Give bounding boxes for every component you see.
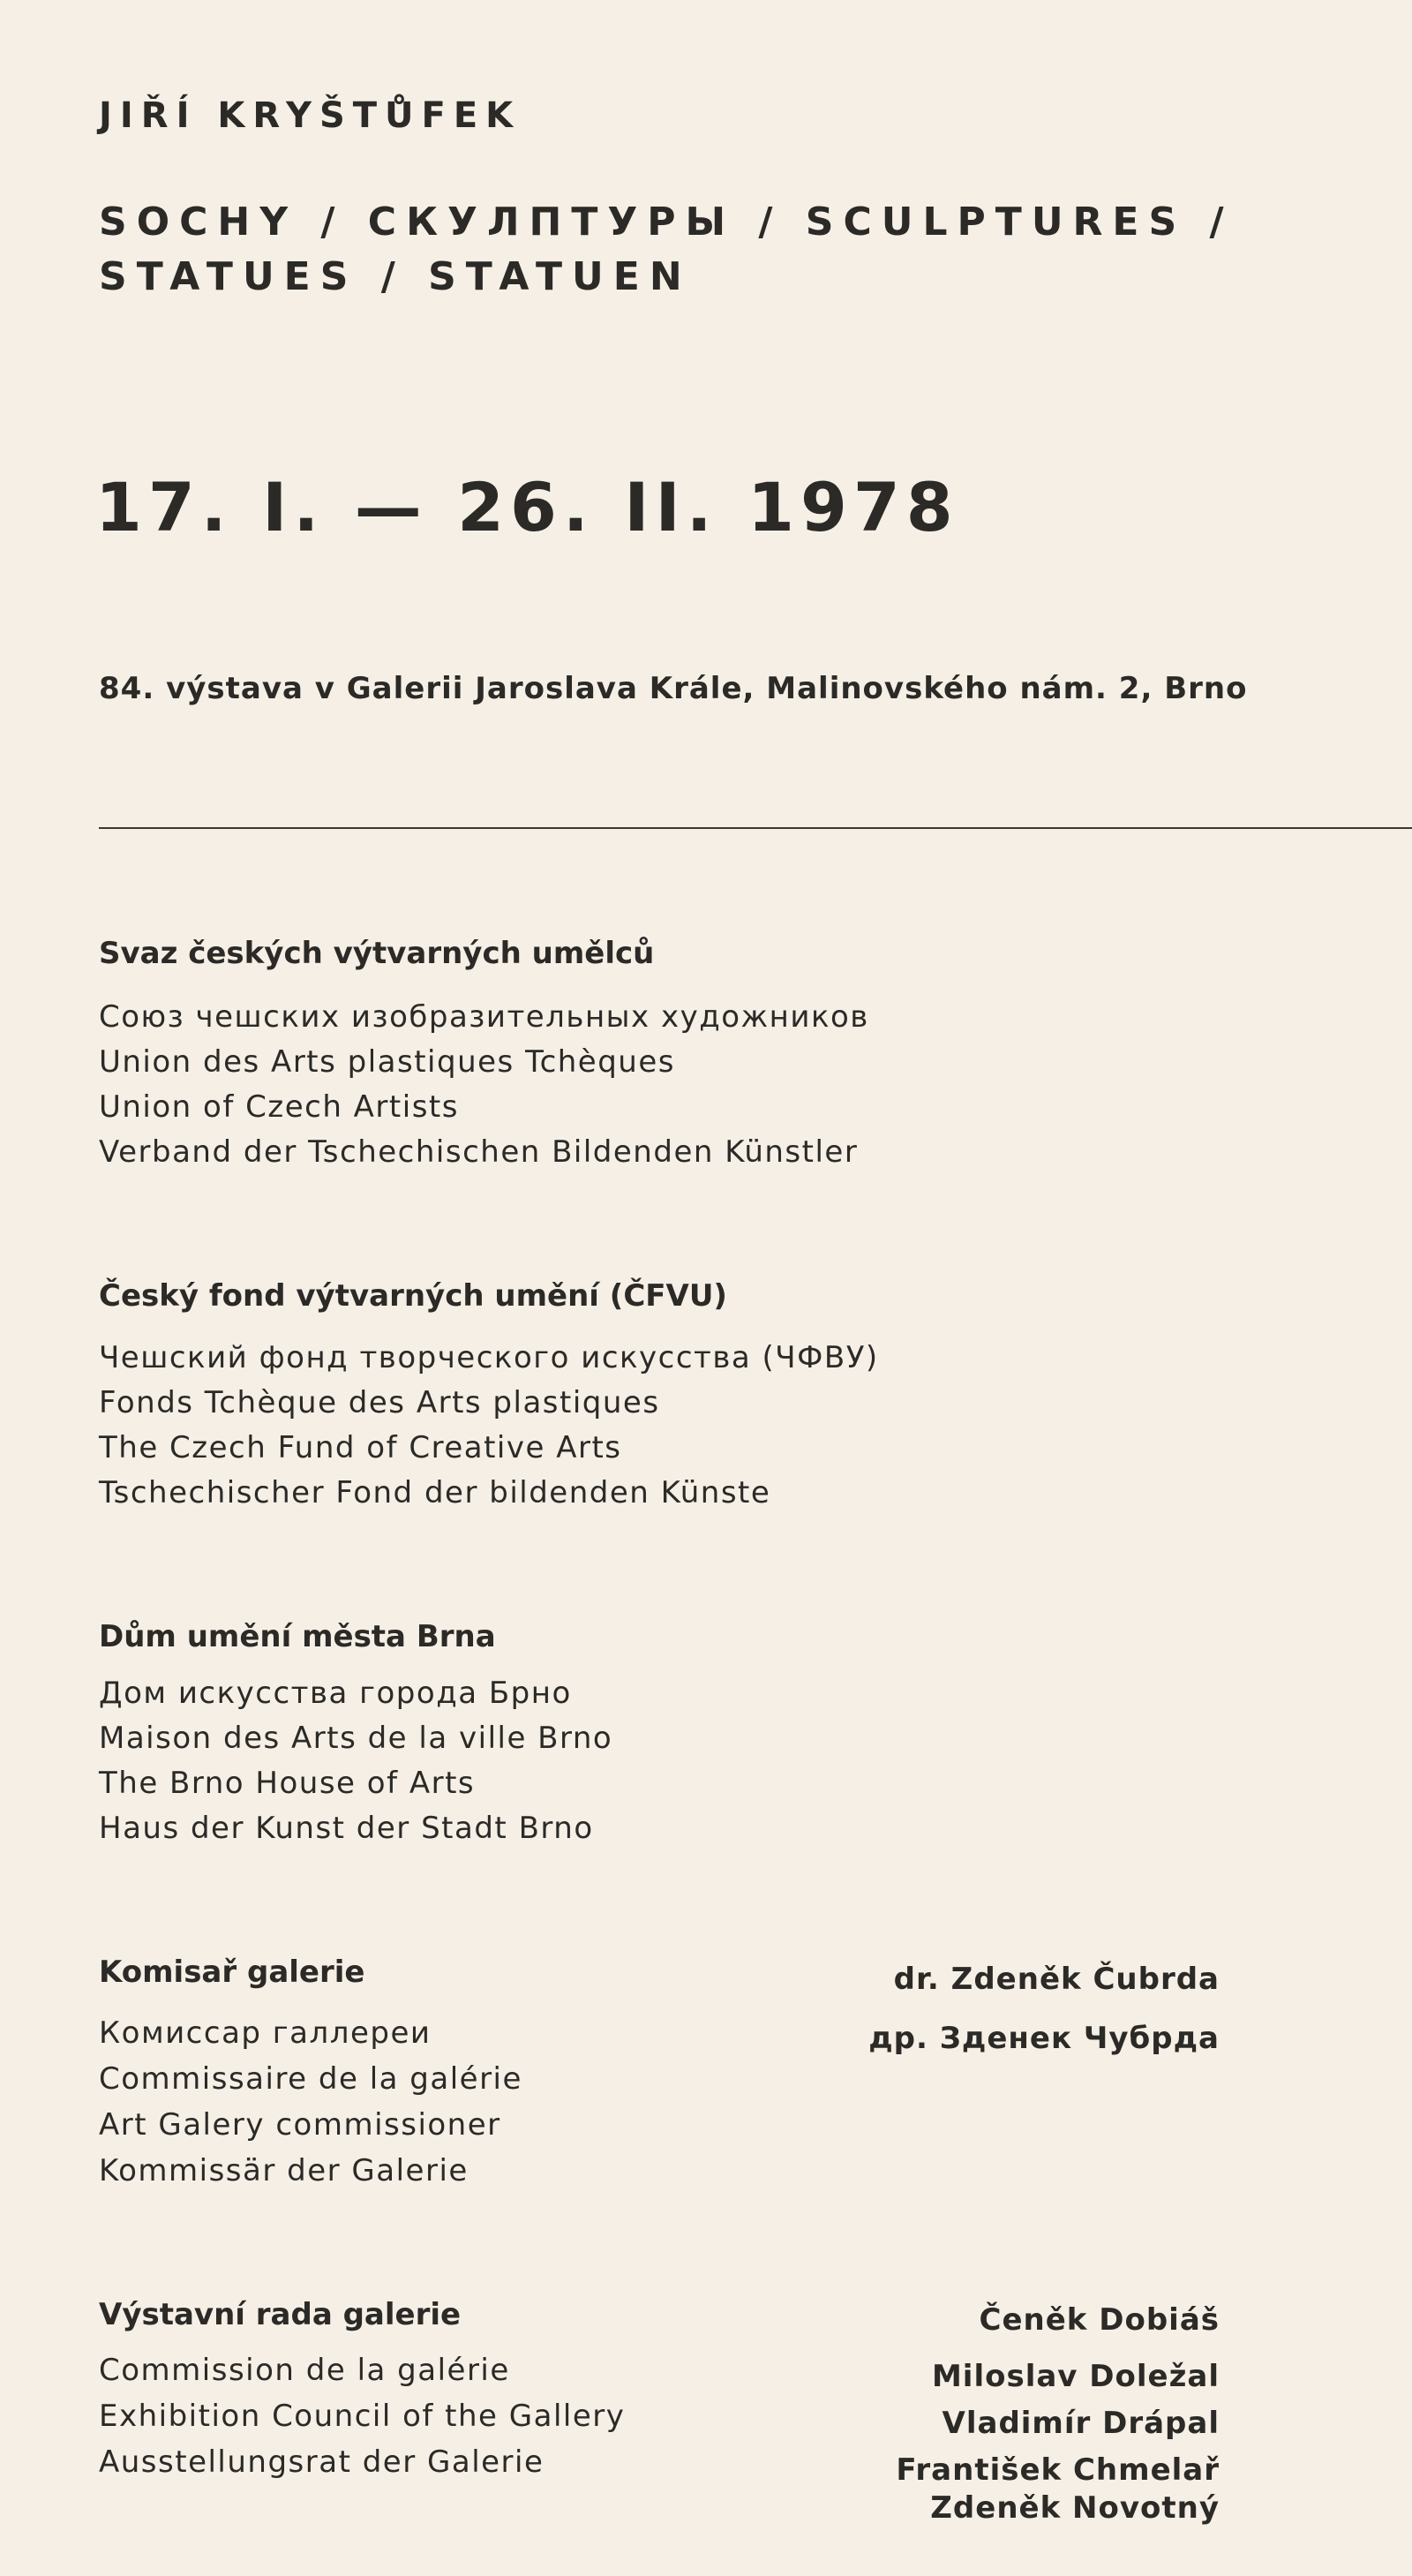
council-member-name: Miloslav Doležal bbox=[931, 2359, 1220, 2394]
section-line: Commission de la galérie bbox=[99, 2353, 510, 2388]
exhibition-title-line-2: STATUES / STATUEN bbox=[99, 254, 692, 299]
section-heading: Výstavní rada galerie bbox=[99, 2297, 462, 2332]
section-line: Kommissär der Galerie bbox=[99, 2153, 469, 2188]
section-line: Exhibition Council of the Gallery bbox=[99, 2399, 626, 2434]
section-heading: Svaz českých výtvarných umělců bbox=[99, 936, 655, 971]
section-line: Art Galery commissioner bbox=[99, 2107, 501, 2143]
section-heading: Komisař galerie bbox=[99, 1955, 365, 1990]
council-member-name: František Chmelař bbox=[896, 2452, 1220, 2488]
council-member-name: Čeněk Dobiáš bbox=[979, 2302, 1220, 2338]
section-heading: Český fond výtvarných umění (ČFVU) bbox=[99, 1278, 727, 1314]
venue-line: 84. výstava v Galerii Jaroslava Krále, Malinovského nám. 2, Brno bbox=[99, 671, 1248, 706]
section-line: Ausstellungsrat der Galerie bbox=[99, 2444, 545, 2480]
section-line: Комиссар галлереи bbox=[99, 2015, 432, 2051]
section-line: The Czech Fund of Creative Arts bbox=[99, 1430, 622, 1465]
section-line: Дом искусства города Брно bbox=[99, 1676, 572, 1711]
section-line: Fonds Tchèque des Arts plastiques bbox=[99, 1385, 660, 1420]
exhibition-dates: 17. I. — 26. II. 1978 bbox=[95, 468, 959, 546]
commissioner-name: dr. Zdeněk Čubrda bbox=[893, 1962, 1220, 1997]
section-heading: Dům umění města Brna bbox=[99, 1619, 496, 1654]
exhibition-title-line-1: SOCHY / СКУЛПТУРЫ / SCULPTURES / bbox=[99, 200, 1234, 245]
section-line: The Brno House of Arts bbox=[99, 1766, 476, 1801]
artist-name: JIŘÍ KRYŠTŮFEK bbox=[99, 95, 522, 136]
section-line: Союз чешских изобразительных художников bbox=[99, 999, 869, 1035]
section-line: Verband der Tschechischen Bildenden Künstler bbox=[99, 1134, 859, 1170]
commissioner-name: др. Зденек Чубрда bbox=[868, 2021, 1220, 2056]
section-line: Haus der Kunst der Stadt Brno bbox=[99, 1811, 594, 1846]
section-line: Maison des Arts de la ville Brno bbox=[99, 1721, 613, 1756]
section-line: Commissaire de la galérie bbox=[99, 2061, 522, 2097]
section-line: Чешский фонд творческого искусства (ЧФВУ) bbox=[99, 1340, 879, 1375]
council-member-name: Vladimír Drápal bbox=[942, 2406, 1220, 2441]
section-line: Tschechischer Fond der bildenden Künste bbox=[99, 1475, 771, 1510]
section-line: Union des Arts plastiques Tchèques bbox=[99, 1044, 675, 1080]
council-member-name: Zdeněk Novotný bbox=[930, 2490, 1220, 2526]
divider bbox=[99, 827, 1412, 829]
section-line: Union of Czech Artists bbox=[99, 1089, 459, 1125]
